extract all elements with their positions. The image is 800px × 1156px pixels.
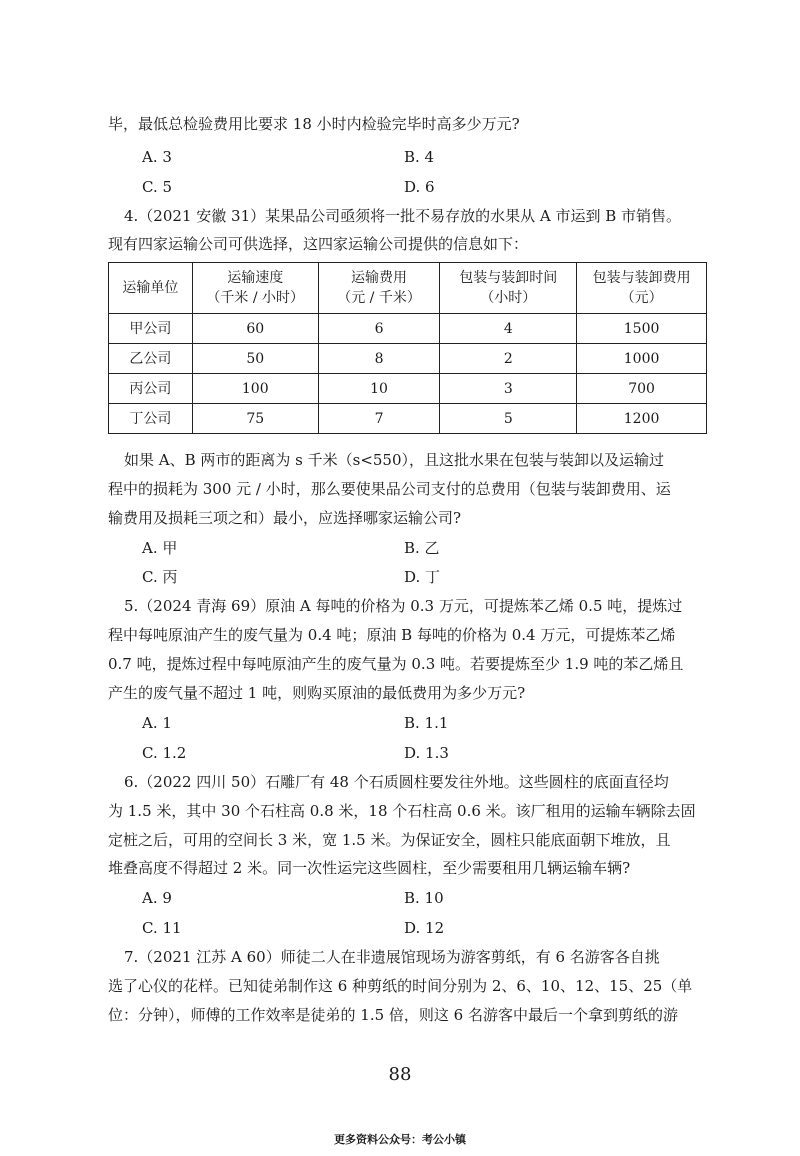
header-speed: 运输速度 （千米 / 小时） bbox=[192, 263, 318, 314]
q4-line-1: 4.（2021 安徽 31）某果品公司亟须将一批不易存放的水果从 A 市运到 B 市销售。 bbox=[124, 207, 682, 225]
q6-line-1: 6.（2022 四川 50）石雕厂有 48 个石质圆柱要发往外地。这些圆柱的底面直径均 bbox=[124, 773, 669, 791]
cell-handling-time: 4 bbox=[440, 314, 577, 344]
q5-option-b: B. 1.1 bbox=[404, 714, 449, 732]
q3-option-a: A. 3 bbox=[142, 148, 172, 166]
cell-freight-cost: 10 bbox=[318, 374, 440, 404]
q5-line-3: 0.7 吨，提炼过程中每吨原油产生的废气量为 0.3 吨。若要提炼至少 1.9 吨的苯乙烯且 bbox=[108, 655, 684, 673]
header-freight-cost: 运输费用 （元 / 千米） bbox=[318, 263, 440, 314]
q5-option-c: C. 1.2 bbox=[142, 744, 187, 762]
cell-speed: 50 bbox=[192, 344, 318, 374]
header-handling-time: 包装与装卸时间 （小时） bbox=[440, 263, 577, 314]
q5-option-d: D. 1.3 bbox=[404, 744, 449, 762]
q4-option-d: D. 丁 bbox=[404, 568, 441, 586]
q7-line-3: 位：分钟），师傅的工作效率是徒弟的 1.5 倍，则这 6 名游客中最后一个拿到剪纸的游 bbox=[108, 1006, 678, 1024]
q5-option-a: A. 1 bbox=[142, 714, 172, 732]
cell-freight-cost: 8 bbox=[318, 344, 440, 374]
cell-company: 丙公司 bbox=[109, 374, 193, 404]
q6-option-b: B. 10 bbox=[404, 889, 444, 907]
table-row bbox=[109, 314, 707, 344]
q3-option-d: D. 6 bbox=[404, 178, 435, 196]
cell-handling-cost: 700 bbox=[577, 374, 707, 404]
cell-company: 丁公司 bbox=[109, 404, 193, 434]
q3-option-c: C. 5 bbox=[142, 178, 173, 196]
q4-option-b: B. 乙 bbox=[404, 539, 440, 557]
cell-freight-cost: 7 bbox=[318, 404, 440, 434]
cell-speed: 75 bbox=[192, 404, 318, 434]
q6-option-c: C. 11 bbox=[142, 919, 182, 937]
cell-handling-time: 2 bbox=[440, 344, 577, 374]
q6-line-2: 为 1.5 米，其中 30 个石柱高 0.8 米，18 个石柱高 0.6 米。该厂租用的运输车辆除去固 bbox=[108, 802, 696, 820]
q3-text: 毕，最低总检验费用比要求 18 小时内检验完毕时高多少万元? bbox=[108, 115, 520, 133]
table-row bbox=[109, 374, 707, 404]
q4-option-a: A. 甲 bbox=[142, 539, 178, 557]
q6-line-3: 定桩之后，可用的空间长 3 米，宽 1.5 米。为保证安全，圆柱只能底面朝下堆放，且 bbox=[108, 831, 671, 849]
q6-option-d: D. 12 bbox=[404, 919, 445, 937]
q5-line-2: 程中每吨原油产生的废气量为 0.4 吨；原油 B 每吨的价格为 0.4 万元，可提炼苯乙烯 bbox=[108, 626, 676, 644]
q6-option-a: A. 9 bbox=[142, 889, 172, 907]
q7-line-1: 7.（2021 江苏 A 60）师徒二人在非遗展馆现场为游客剪纸，有 6 名游客各自挑 bbox=[124, 948, 660, 966]
footer-note: 更多资料公众号：考公小镇 bbox=[334, 1133, 466, 1146]
q4-option-c: C. 丙 bbox=[142, 568, 178, 586]
q4-after-2: 程中的损耗为 300 元 / 小时，那么要使果品公司支付的总费用（包装与装卸费用、运 bbox=[108, 480, 671, 498]
table-row bbox=[109, 404, 707, 434]
transport-table bbox=[108, 262, 707, 434]
cell-speed: 100 bbox=[192, 374, 318, 404]
cell-handling-cost: 1200 bbox=[577, 404, 707, 434]
cell-speed: 60 bbox=[192, 314, 318, 344]
page-number: 88 bbox=[388, 1064, 412, 1085]
table-header-row bbox=[109, 263, 707, 314]
cell-company: 甲公司 bbox=[109, 314, 193, 344]
q5-line-4: 产生的废气量不超过 1 吨，则购买原油的最低费用为多少万元? bbox=[108, 684, 526, 702]
cell-handling-time: 3 bbox=[440, 374, 577, 404]
table-row bbox=[109, 344, 707, 374]
cell-freight-cost: 6 bbox=[318, 314, 440, 344]
cell-handling-cost: 1500 bbox=[577, 314, 707, 344]
q4-after-1: 如果 A、B 两市的距离为 s 千米（s<550），且这批水果在包装与装卸以及运输过 bbox=[124, 451, 665, 469]
q6-line-4: 堆叠高度不得超过 2 米。同一次性运完这些圆柱，至少需要租用几辆运输车辆? bbox=[108, 859, 631, 877]
q3-option-b: B. 4 bbox=[404, 148, 435, 166]
q7-line-2: 选了心仪的花样。已知徒弟制作这 6 种剪纸的时间分别为 2、6、10、12、15、25（单 bbox=[108, 977, 693, 995]
cell-handling-cost: 1000 bbox=[577, 344, 707, 374]
header-unit: 运输单位 bbox=[109, 263, 193, 314]
q5-line-1: 5.（2024 青海 69）原油 A 每吨的价格为 0.3 万元，可提炼苯乙烯 0.5 吨，提炼过 bbox=[124, 597, 683, 615]
header-handling-cost: 包装与装卸费用 （元） bbox=[577, 263, 707, 314]
q4-line-2: 现有四家运输公司可供选择，这四家运输公司提供的信息如下： bbox=[108, 235, 529, 253]
cell-handling-time: 5 bbox=[440, 404, 577, 434]
q4-after-3: 输费用及损耗三项之和）最小，应选择哪家运输公司? bbox=[108, 509, 462, 527]
cell-company: 乙公司 bbox=[109, 344, 193, 374]
